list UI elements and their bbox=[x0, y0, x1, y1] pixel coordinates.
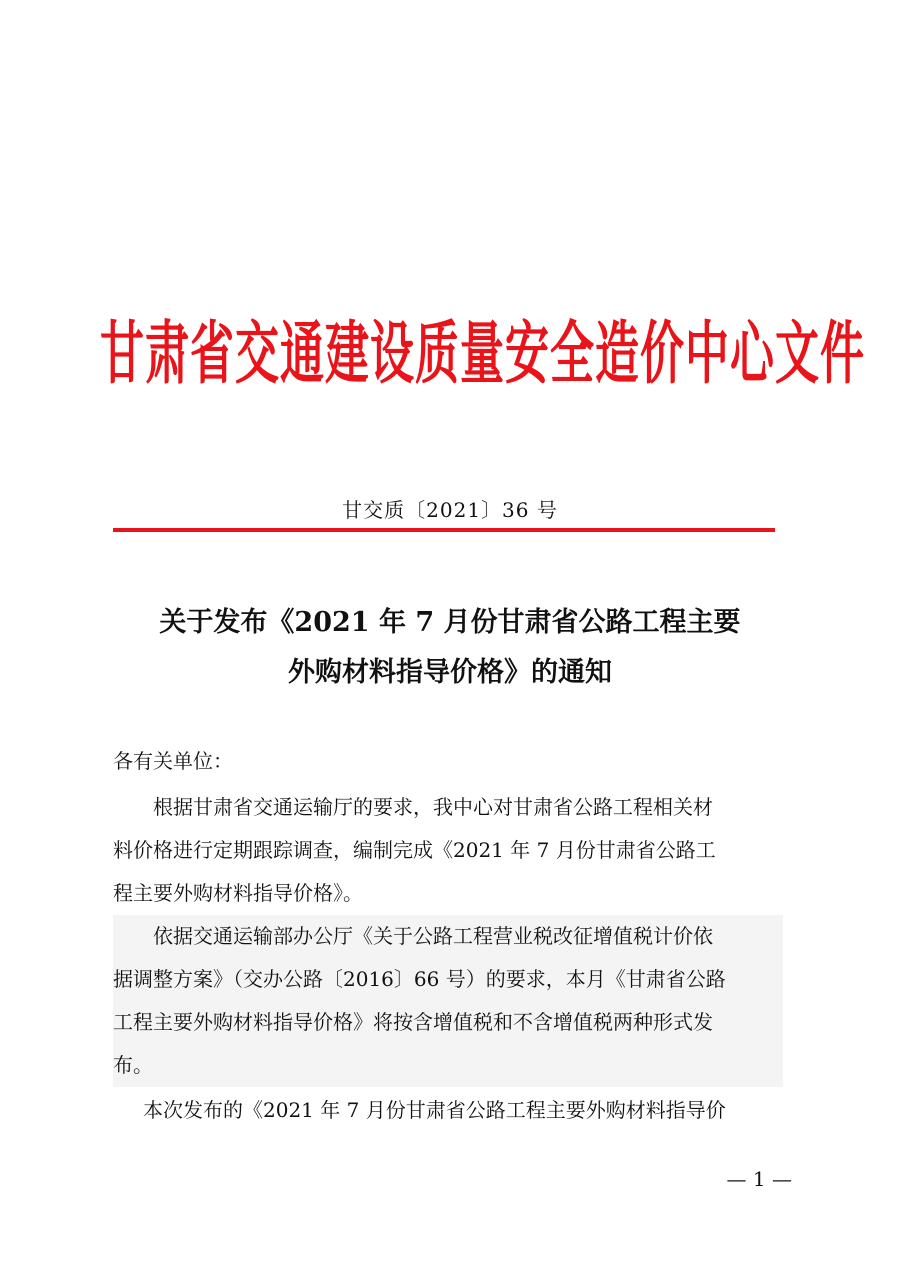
paragraph-line: 本次发布的《2021 年 7 月份甘肃省公路工程主要外购材料指导价 bbox=[143, 1098, 726, 1122]
paragraph-3 bbox=[113, 1089, 783, 1132]
paragraph-line: 依据交通运输部办公厅《关于公路工程营业税改征增值税计价依 bbox=[153, 924, 713, 948]
salutation: 各有关单位： bbox=[113, 749, 233, 773]
paragraph-line: 布。 bbox=[113, 1053, 153, 1077]
paragraph-line: 料价格进行定期跟踪调查，编制完成《2021 年 7 月份甘肃省公路工 bbox=[113, 838, 716, 862]
document-header-title: 甘肃省交通建设质量安全造价中心文件 bbox=[100, 315, 865, 395]
paragraph-1 bbox=[113, 786, 783, 915]
paragraph-line: 程主要外购材料指导价格》。 bbox=[113, 881, 363, 905]
paragraph-line: 据调整方案》（交办公路〔2016〕66 号）的要求，本月《甘肃省公路 bbox=[113, 967, 726, 991]
paragraph-line: 工程主要外购材料指导价格》将按含增值税和不含增值税两种形式发 bbox=[113, 1010, 713, 1034]
notice-title-line: 关于发布《2021 年 7 月份甘肃省公路工程主要 bbox=[159, 607, 741, 638]
page-number: — 1 — bbox=[726, 1167, 792, 1191]
paragraph-2 bbox=[113, 915, 783, 1087]
notice-title-line: 外购材料指导价格》的通知 bbox=[288, 657, 612, 688]
red-divider-line bbox=[113, 528, 775, 532]
paragraph-line: 根据甘肃省交通运输厅的要求，我中心对甘肃省公路工程相关材 bbox=[153, 795, 713, 819]
document-number: 甘交质〔2021〕36 号 bbox=[342, 498, 558, 522]
notice-title bbox=[100, 598, 800, 698]
